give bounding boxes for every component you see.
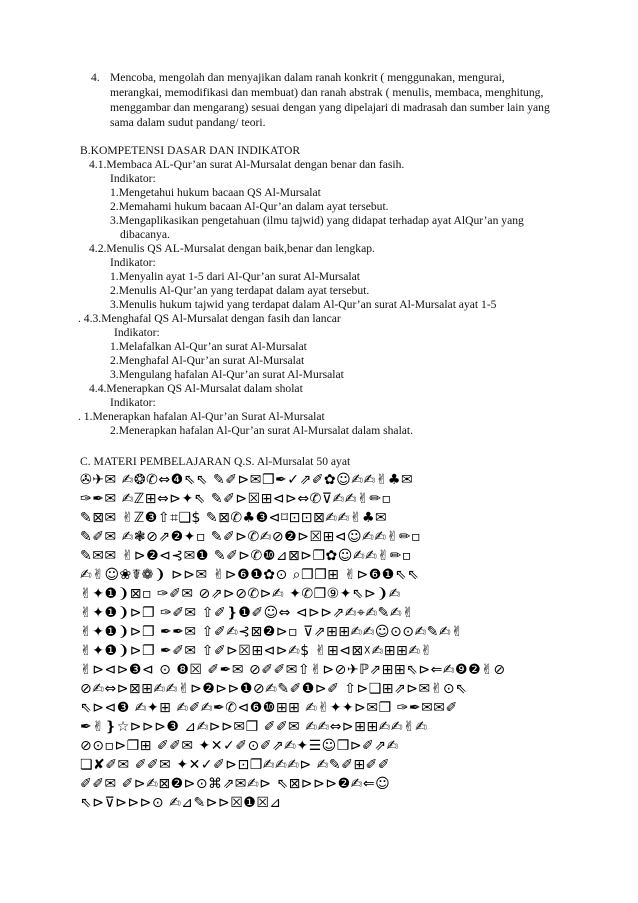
- symbol-font-line: ✌✦❶❩⊠▫ ✑✐✉ ⊘⇗⊳⊘✆⊳✍ ✦✆❐⑨✦⇖⊳❩✍: [80, 586, 401, 602]
- symbol-font-line: ✒✌❵☆⊳⊳⊳❸ ⊿✍⊳⊳✉❐ ✐✐✉ ✍✍⇔⊳⊞⊞✍✍✌✍: [80, 719, 428, 735]
- symbol-font-line: ⊘⊙▫⊳❐⊞ ✐✐✉ ✦✕✓✐⊙✐⇗✍✦☰☺❐⊳✐⇗✍: [80, 738, 399, 754]
- section-b-line: 1.Mengetahui hukum bacaan QS Al-Mursalat: [110, 186, 321, 199]
- section-b-line: 3.Mengaplikasikan pengetahuan (ilmu tajwid) yang didapat terhadap ayat AlQur’an yang: [110, 214, 524, 227]
- item-4-line-1: Mencoba, mengolah dan menyajikan dalam ranah konkrit ( menggunakan, mengurai,: [110, 71, 505, 84]
- section-b-line: Indikator:: [110, 172, 156, 185]
- symbol-font-line: ✌⊳⊲⊳❸⊲ ⊙ ❽☒ ✐✒✉ ⊘✐✐✉⇧✌⊳⊘✈ℙ⇗⊞⊞⇖⊳⇐✍❾❷✌⊘: [80, 662, 506, 678]
- symbol-font-line: ✌✦❶❩⊳❐ ✑✐✉ ⇧✐❵❶✐☺⇔ ⊲⊳⊳⇗✍⌖✍✎✍✌: [80, 605, 415, 621]
- section-b-heading: B.KOMPETENSI DASAR DAN INDIKATOR: [80, 144, 301, 157]
- symbol-font-line: ✎⊠✉ ✌ℤ❸⇧⌗❑$ ✎⊠✆♣❸⊲⌑⊡⊡⊠✍✍✌♣✉: [80, 510, 388, 526]
- symbol-font-line: ✎✉✉ ✌⊳❷⊲⊰✉❶ ✎✐⊳✆❿⊿⊠⊳❐✿☺✍✍✌✏▫: [80, 548, 412, 564]
- section-b-line: 4.2.Menulis QS AL-Mursalat dengan baik,benar dan lengkap.: [89, 242, 375, 255]
- symbol-font-line: ✎✐✉ ✍❃⊘⇗❷✦▫ ✎✐⊳✆✍⊘❷⊳☒⊞⊲☺✍✍✌✏▫: [80, 529, 421, 545]
- symbol-font-line: ✐✐✉ ✐⊳✍⊠❷⊳⊙⌘⇗✉✍⊳ ⇖⊠⊳⊳⊳❷✍⇐☺: [80, 776, 391, 792]
- section-b-line: 1.Melafalkan Al-Qur’an surat Al-Mursalat: [110, 340, 307, 353]
- section-b-line: 2.Menghafal Al-Qur’an surat Al-Mursalat: [110, 354, 305, 367]
- symbol-font-line: ⇖⊳⊲❸ ✍✦⊞ ✍✐✍✒✆⊲❻❿⊞⊞ ✍✌✦✦⊳✉❐ ✑✒✉✉✐: [80, 700, 458, 716]
- section-b-line: . 1.Menerapkan hafalan Al-Qur’an Surat Al-Mursalat: [78, 410, 325, 423]
- section-b-line: 3.Mengulang hafalan Al-Qur’an surat Al-Mursalat: [110, 368, 344, 381]
- section-b-line: 2.Menerapkan hafalan Al-Qur’an surat Al-Mursalat dalam shalat.: [110, 424, 414, 437]
- section-b-line: 4.1.Membaca AL-Qur’an surat Al-Mursalat dengan benar dan fasih.: [89, 158, 405, 171]
- section-b-line: 2.Menulis Al-Qur’an yang terdapat dalam ayat tersebut.: [110, 284, 370, 297]
- symbol-font-line: ⊘✍⇔⊳⊠⊞✍✍✌⊳❷⊳⊳❶⊘✍✎✐❶⊳✐ ⇧⊳❑⊞⇗⊳✉✌⊙⇖: [80, 681, 468, 697]
- section-c-heading: C. MATERI PEMBELAJARAN Q.S. Al-Mursalat 50 ayat: [80, 455, 351, 468]
- section-b-line: 1.Menyalin ayat 1-5 dari Al-Qur’an surat Al-Mursalat: [110, 270, 360, 283]
- symbol-font-line: ✑✒✉ ✍ℤ⊞⇔⊳✦⇖ ✎✐⊳☒⊞⊲⊳⇔✆⊽✍✍✌✏▫: [80, 491, 392, 507]
- symbol-font-line: ✍✌☺❀☤❁❩ ⊳⊳✉ ✌⊳❻❶✿⊙ ⌕❐❐⊞ ✌⊳❻❶⇖⇖: [80, 567, 420, 583]
- section-b-line: Indikator:: [110, 396, 156, 409]
- section-b-line: 4.4.Menerapkan QS Al-Mursalat dalam sholat: [89, 382, 303, 395]
- symbol-font-line: ❏✘✐✉ ✐✐✉ ✦✕✓✐⊳⊡❐✍✍✍⊳ ✍✎✐⊞✐✐: [80, 757, 391, 773]
- item-4-number: 4.: [91, 71, 100, 84]
- symbol-font-line: ✌✦❶❩⊳❐ ✒✐✉ ⇧✐⊳☒⊞⊲⊳✍$ ✌⊞⊲⊠☓✍⊞⊞✍✌: [80, 643, 433, 659]
- section-b-line: Indikator:: [110, 256, 156, 269]
- item-4-line-2: merangkai, memodifikasi dan membuat) dan ranah abstrak ( menulis, membaca, menghitung,: [110, 86, 544, 99]
- section-b-line: 2.Memahami hukum bacaan Al-Qur’an dalam ayat tersebut.: [110, 200, 389, 213]
- item-4-line-4: sama dalam sudut pandang/ teori.: [110, 116, 266, 129]
- symbol-font-line: ✌✦❶❩⊳❐ ✒✒✉ ⇧✐✍⊰⊠❷⊳▫ ⊽⇗⊞⊞✍✍☺⊙⊙✍✎✍✌: [80, 624, 464, 640]
- symbol-font-line: ⇖⊳⊽⊳⊳⊳⊙ ✍⊿✎⊳⊳☒❶☒⊿: [80, 795, 282, 811]
- symbol-font-line: ✇✈✉ ✍❂✆⇔❹⇖⇖ ✎✐⊳✉❐✒✓⇗✐✿☺✍✍✌♣✉: [80, 472, 414, 488]
- item-4-line-3: menggambar dan mengarang) sesuai dengan yang dipelajari di madrasah dan sumber lain yang: [110, 101, 550, 114]
- section-b-line: . 4.3.Menghafal QS Al-Mursalat dengan fasih dan lancar: [78, 312, 341, 325]
- section-b-line: 3.Menulis hukum tajwid yang terdapat dalam Al-Qur’an surat Al-Mursalat ayat 1-5: [110, 298, 497, 311]
- section-b-line: Indikator:: [114, 326, 160, 339]
- section-b-line: dibacanya.: [120, 228, 170, 241]
